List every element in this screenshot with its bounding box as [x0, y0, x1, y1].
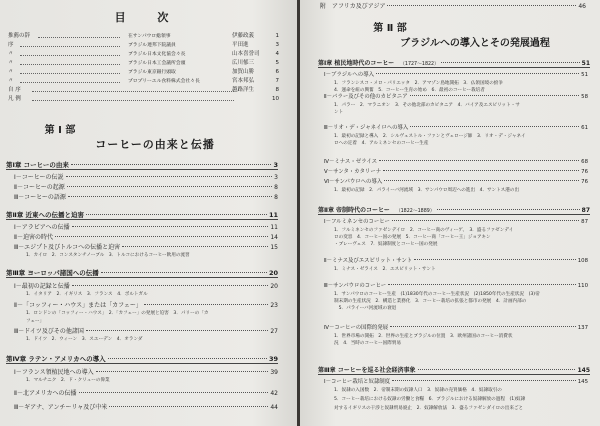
- p2-chapter-3-leader: [418, 369, 576, 370]
- preface-page: 5: [275, 60, 279, 66]
- chapter-4-title: 第Ⅳ章 ラテン・アメリカへの導入: [6, 355, 106, 363]
- ch3-item-1-page: 20: [270, 283, 278, 290]
- preface-label: 自 序: [8, 87, 21, 93]
- part1-number: 第 Ⅰ 部: [44, 125, 76, 136]
- p2-ch2-section-2-leader: [414, 259, 576, 260]
- ch3-item-2-subs-b: フェー」: [26, 319, 45, 324]
- ch3-item-3-leader: [86, 330, 269, 331]
- p2-ch1-section-1-page: 51: [581, 72, 588, 78]
- p2-ch2-section-3-sub-3: 5．パライーバ河流域の衰退: [334, 306, 397, 311]
- p2-ch2-section-4: [324, 325, 588, 332]
- ch2-item-3-label: Ⅲ－エジプト及びトルコへの伝播と迫害: [14, 244, 121, 251]
- p2-chapter-2: [318, 205, 590, 214]
- p2-ch1-section-3-page: 61: [581, 125, 588, 131]
- ch2-item-2-leader: [55, 236, 268, 237]
- toc-title: 目 次: [114, 11, 183, 24]
- p2-chapter-1-title: 第Ⅰ章 植民地時代のコーヒー: [318, 60, 395, 67]
- p2-ch2-section-1-sub-2: ロの変容 4．コーヒー国の発展 5．コーヒー商「コーヒー王」ジョアキン: [334, 235, 491, 240]
- p2-ch3-section-1-leader: [392, 380, 576, 381]
- preface-name: 山本喜誉司: [232, 51, 260, 57]
- preface-page: 7: [275, 78, 279, 84]
- p2-ch2-section-3: [324, 283, 588, 290]
- p2-ch3-section-1-sub-3: 対するイギリスの干渉と奴隷貿易廃止 2．奴隷解放法 3．盛るファゼンダイロの出来ごと: [334, 406, 524, 411]
- p2-ch2-section-2-label: Ⅱ－ミナス及びエスピリット・サント: [324, 258, 413, 264]
- ch1-item-1-leader: [66, 176, 273, 177]
- p2-ch1-section-2-leader: [410, 95, 580, 96]
- ch1-item-3-page: 8: [274, 194, 278, 201]
- p2-ch2-section-1: [324, 219, 588, 226]
- ch3-item-2-page: 23: [270, 302, 278, 309]
- preface-label: 凡 例: [8, 96, 21, 102]
- ch1-item-2-leader: [67, 186, 272, 187]
- preface-page: 3: [275, 42, 279, 48]
- preface-page: 10: [272, 96, 279, 102]
- preface-leader: [20, 64, 120, 65]
- p2-ch2-section-1-sub-1: 1．フルミネンセのファゼンデイロ 2．コーヒー商のヴィーゲ、 3．盛るファゼンデイ: [334, 228, 514, 233]
- preface-name: 伊藤政義: [232, 33, 255, 39]
- p2-chapter-1-page: 51: [581, 60, 590, 67]
- preface-leader: [20, 73, 120, 74]
- chapter-3-page: 20: [268, 269, 278, 277]
- part2-title: ブラジルへの導入とその発展過程: [400, 38, 550, 49]
- ch1-item-3-label: Ⅲ－コーヒーの語源: [14, 194, 66, 201]
- ch1-item-1-label: Ⅰ－コーヒーの伝説: [14, 174, 64, 181]
- p2-ch1-section-1-sub-2: 4．運命を紐の興奮 5．コーヒー生育の始め 6．最初のコーヒー栽培者: [334, 88, 485, 93]
- ch4-item-1-subs: 1．マルチニク 2．ド・クリューの偉業: [26, 378, 110, 383]
- preface-label: 〃: [8, 69, 14, 75]
- p2-ch1-section-1-leader: [376, 73, 579, 74]
- ch4-item-1-leader: [96, 371, 269, 372]
- p2-ch2-section-2-sub-1: 1．ミナス・ゼライス 2．エスピリット・サント: [334, 267, 436, 272]
- p2-ch1-section-2: [324, 94, 588, 101]
- p2-ch2-section-1-leader: [392, 220, 579, 221]
- p2-ch2-section-4-page: 137: [577, 325, 588, 331]
- p2-ch1-section-4-leader: [379, 160, 579, 161]
- p2-ch2-section-1-page: 87: [581, 219, 588, 225]
- ch1-item-2-page: 8: [274, 184, 278, 191]
- preface-label: 推薦の辞: [8, 33, 31, 39]
- ch1-item-3-leader: [68, 196, 272, 197]
- ch3-item-1: [14, 283, 278, 290]
- preface-label: 〃: [8, 78, 14, 84]
- p2-ch3-section-1-sub-1: 1．奴隷の入国数 2．帝制末期の奴隷人口 3．奴隷の売買価格 4．奴隷取引の: [334, 388, 502, 393]
- p2-ch1-section-3-leader: [410, 126, 579, 127]
- preface-name: 平田進: [232, 42, 249, 48]
- p2-chapter-2-title: 第Ⅱ章 帝制時代のコーヒー: [318, 207, 390, 214]
- ch2-item-3-subs: 1．カイロ 2．コンスタンチノーブル 3．トルコにおけるコーヒー飲用の流習: [26, 253, 190, 258]
- ch2-item-3: [14, 244, 278, 251]
- preface-org: 在サンパウロ総領事: [128, 34, 171, 39]
- chapter-3: [6, 268, 278, 277]
- ch4-item-2-leader: [79, 392, 269, 393]
- p2-ch1-section-2-sub-1: 1．パラー 2．マラニオン 3．その他北部のカピタニア 4．バイア及エスピリット・サ: [334, 103, 520, 108]
- chapter-3-title: 第Ⅲ章 ヨーロッパ諸国への伝播: [6, 269, 99, 277]
- p2-chapter-3-title: 第Ⅲ章 コーヒーを巡る社会経済事象: [318, 367, 416, 374]
- p2-ch1-section-3: [324, 125, 588, 132]
- preface-org: ブラジル東京銀行頭取: [128, 70, 176, 75]
- ch3-item-1-label: Ⅰ－最初の記録と伝播: [14, 283, 70, 290]
- p2-ch1-section-2-label: Ⅱ－パラー及びその他のカピタニア: [324, 94, 408, 100]
- p2-chapter-2-page: 87: [581, 207, 590, 214]
- p2-ch3-section-1: [324, 379, 588, 386]
- ch4-item-2: [14, 390, 278, 397]
- chapter-2-leader: [86, 214, 267, 215]
- p2-chapter-3-page: 145: [577, 367, 590, 374]
- p2-chapter-2-rule: [318, 214, 590, 215]
- ch1-item-1-page: 3: [274, 174, 278, 181]
- chapter-4-page: 39: [268, 355, 278, 363]
- ch3-item-2: [14, 302, 278, 309]
- ch2-item-1-label: Ⅰ－アラビアへの伝播: [14, 224, 70, 231]
- preface-page: 6: [275, 69, 279, 75]
- p2-ch1-section-6-sub-1: 1．最初の記録 2．パライーバ河流域 3．サンパウロ周辺への進出 4．サントス港の出: [334, 188, 520, 193]
- ch2-item-1-page: 11: [270, 224, 278, 231]
- ch2-item-3-leader: [122, 246, 268, 247]
- ch4-item-3: [14, 404, 278, 411]
- preface-label: 序: [8, 42, 14, 48]
- p2-ch1-section-6-page: 76: [581, 179, 588, 185]
- appendix-africa-asia-label: 附 アフリカ及びアジア: [320, 3, 386, 10]
- preface-name: 広川郁三: [232, 60, 255, 66]
- ch3-item-3-subs: 1．ドイツ 2．ウィーン 3．スエーデン 4．オランダ: [26, 337, 143, 342]
- p2-ch1-section-1-label: Ⅰ－ブラジルへの導入: [324, 72, 374, 78]
- ch2-item-3-page: 15: [270, 244, 278, 251]
- p2-ch1-section-1-sub-1: 1．フランシスコ・メロ・パリエッタ 2．アマゾン島地開拓 3．仏領国境の紛争: [334, 81, 503, 86]
- p2-chapter-1-leader: [441, 62, 580, 63]
- appendix-africa-asia: [320, 3, 586, 10]
- p2-ch3-section-1-label: Ⅰ－コーヒー栽培と奴隷制度: [324, 379, 391, 385]
- p2-ch2-section-4-sub-2: 況 4．当時のコーヒー国際貿易: [334, 341, 402, 346]
- preface-org: プロプリーエル食料株式会社々長: [128, 79, 200, 84]
- ch3-item-3-label: Ⅲ－ドイツ及びその他諸国: [14, 328, 84, 335]
- p2-ch1-section-4-label: Ⅳ－ミナス・ゼライス: [324, 159, 378, 165]
- ch2-item-2-label: Ⅱ－迫害の時代: [14, 234, 53, 241]
- p2-ch2-section-1-label: Ⅰ－フルミネンセのコーヒー: [324, 219, 390, 225]
- ch3-item-3-page: 27: [270, 328, 278, 335]
- p2-chapter-2-leader: [437, 209, 580, 210]
- p2-ch2-section-4-leader: [390, 326, 576, 327]
- p2-ch2-section-4-sub-1: 1．世界市場の開拓 2．世界の生産とブラジルの位置 3．欧州諸国のコーヒー消費状: [334, 334, 513, 339]
- chapter-2-title: 第Ⅱ章 近東への伝播と迫害: [6, 211, 85, 219]
- appendix-africa-asia-leader: [387, 5, 576, 6]
- p2-chapter-1-rule: [318, 67, 590, 68]
- preface-leader: [20, 46, 120, 47]
- p2-ch2-section-4-label: Ⅳ－コーヒーの国際的発展: [324, 325, 389, 331]
- p2-ch2-section-1-sub-3: ・ブレーヴェス 7．奴隷制度とコーヒー国の発展: [334, 242, 438, 247]
- chapter-2-page: 11: [268, 211, 278, 219]
- preface-leader: [20, 55, 120, 56]
- p2-ch2-section-3-sub-1: 1．サンパウロのコーヒー生産 (1)1830年代のコーヒー生産状況 (2)1850年代の生産状況 (3)帝: [334, 292, 540, 297]
- ch1-item-2: [14, 184, 278, 191]
- preface-leader: [32, 91, 234, 92]
- chapter-1-page: 3: [273, 161, 278, 169]
- preface-leader: [38, 37, 120, 38]
- ch2-item-2: [14, 234, 278, 241]
- chapter-3-rule: [6, 277, 278, 278]
- chapter-2: [6, 210, 278, 219]
- ch1-item-3: [14, 194, 278, 201]
- p2-chapter-1-period: （1727～1822）: [400, 62, 439, 67]
- chapter-2-rule: [6, 219, 278, 220]
- chapter-1-leader: [71, 164, 272, 165]
- ch4-item-1-label: Ⅰ－フランス領植民地への導入: [14, 369, 94, 376]
- chapter-1: [6, 160, 278, 169]
- part2-number: 第 Ⅱ 部: [373, 23, 407, 34]
- preface-leader: [20, 82, 120, 83]
- p2-ch2-section-3-label: Ⅲ－サンパウロのコーヒー: [324, 283, 387, 289]
- p2-ch2-section-3-leader: [388, 284, 576, 285]
- appendix-africa-asia-page: 46: [578, 3, 586, 10]
- chapter-4-leader: [108, 358, 267, 359]
- chapter-3-leader: [101, 272, 267, 273]
- preface-page: 8: [275, 87, 279, 93]
- p2-chapter-1: [318, 58, 590, 67]
- preface-label: 〃: [8, 51, 14, 57]
- p2-ch1-section-6-label: Ⅵ－サンパウロへの導入: [324, 179, 383, 185]
- ch4-item-1-page: 39: [270, 369, 278, 376]
- ch3-item-2-subs-a: 1．ロンドンの「コッフィー・ハウス」 2．「カフェー」の発展と迫害 3．パリーの「カ: [26, 311, 209, 316]
- preface-org: ブラジル日本工会議所会頭: [128, 61, 186, 66]
- ch3-item-1-subs: 1．イタリア 2．イギリス 3．フランス 4．ポルトガル: [26, 292, 148, 297]
- ch1-item-1: [14, 174, 278, 181]
- p2-chapter-2-period: （1822～1889）: [395, 209, 435, 214]
- ch3-item-2-leader: [144, 304, 268, 305]
- ch4-item-2-label: Ⅱ－北アメリカへの伝播: [14, 390, 77, 397]
- p2-ch2-section-3-page: 110: [577, 283, 588, 289]
- ch3-item-1-leader: [72, 285, 269, 286]
- p2-chapter-3: [318, 365, 590, 374]
- ch4-item-3-page: 44: [270, 404, 278, 411]
- p2-ch1-section-4: [324, 159, 588, 166]
- ch3-item-2-label: Ⅱ－「コッフィー・ハウス」または「カフェー」: [14, 302, 142, 309]
- ch3-item-3: [14, 328, 278, 335]
- preface-name: 越路洋生: [232, 87, 255, 93]
- preface-page: 4: [275, 51, 279, 57]
- preface-page: 1: [275, 33, 279, 39]
- preface-label: 〃: [8, 60, 14, 66]
- p2-ch1-section-5-leader: [383, 170, 579, 171]
- chapter-1-title: 第Ⅰ章 コーヒーの由来: [6, 161, 69, 169]
- p2-ch1-section-2-page: 58: [581, 94, 588, 100]
- p2-ch1-section-3-sub-2: ロへの定着 4．アルミネンセのコーヒー生産: [334, 141, 429, 146]
- p2-ch2-section-3-sub-2: 制末期の生産状況 2．構造と業務化 3．コーヒー栽培の拡張と都市の発展 4．計画内部の: [334, 299, 527, 304]
- p2-ch1-section-6-leader: [384, 180, 579, 181]
- preface-name: 加賀山勝: [232, 69, 255, 75]
- preface-org: ブラジル連邦下院議員: [128, 43, 176, 48]
- ch4-item-3-label: Ⅲ－ギアナ、アンチーリャ及び中米: [14, 404, 108, 411]
- p2-ch1-section-3-sub-1: 1．最初の記録と導入 2．シルヴェストル・ファンとヴェロージ師 3．リオ・デ・ジャネイ: [334, 134, 526, 139]
- p2-ch1-section-5-page: 76: [581, 169, 588, 175]
- p2-ch1-section-1: [324, 72, 588, 79]
- p2-ch1-section-5: [324, 169, 588, 176]
- p2-ch3-section-1-sub-2: 5．コーヒー栽培における奴隷の労働と食糧 6．ブラジルにおける奴隷解放の過程 (1)奴隷: [334, 397, 526, 402]
- ch4-item-1: [14, 369, 278, 376]
- ch4-item-3-leader: [109, 406, 268, 407]
- chapter-4-rule: [6, 363, 278, 364]
- p2-ch1-section-4-page: 68: [581, 159, 588, 165]
- p2-ch1-section-6: [324, 179, 588, 186]
- preface-org: ブラジル日本文化協会々長: [128, 52, 186, 57]
- p2-ch1-section-3-label: Ⅲ－リオ・デ・ジャネイロへの導入: [324, 125, 409, 131]
- p2-chapter-3-rule: [318, 374, 590, 375]
- ch2-item-2-page: 14: [270, 234, 278, 241]
- ch4-item-2-page: 42: [270, 390, 278, 397]
- preface-name: 宮本邦弘: [232, 78, 255, 84]
- chapter-4: [6, 354, 278, 363]
- p2-ch1-section-2-sub-2: ント: [334, 110, 344, 115]
- p2-ch2-section-2-page: 108: [577, 258, 588, 264]
- ch2-item-1: [14, 224, 278, 231]
- ch1-item-2-label: Ⅱ－コーヒーの起源: [14, 184, 65, 191]
- p2-ch2-section-2: [324, 258, 588, 265]
- part1-title: コーヒーの由来と伝播: [95, 138, 215, 151]
- p2-ch3-section-1-page: 145: [577, 379, 588, 385]
- ch2-item-1-leader: [72, 226, 269, 227]
- p2-ch1-section-5-label: Ⅴ－サンタ・カタリーナ: [324, 169, 382, 175]
- chapter-1-rule: [6, 169, 278, 170]
- preface-leader: [32, 100, 234, 101]
